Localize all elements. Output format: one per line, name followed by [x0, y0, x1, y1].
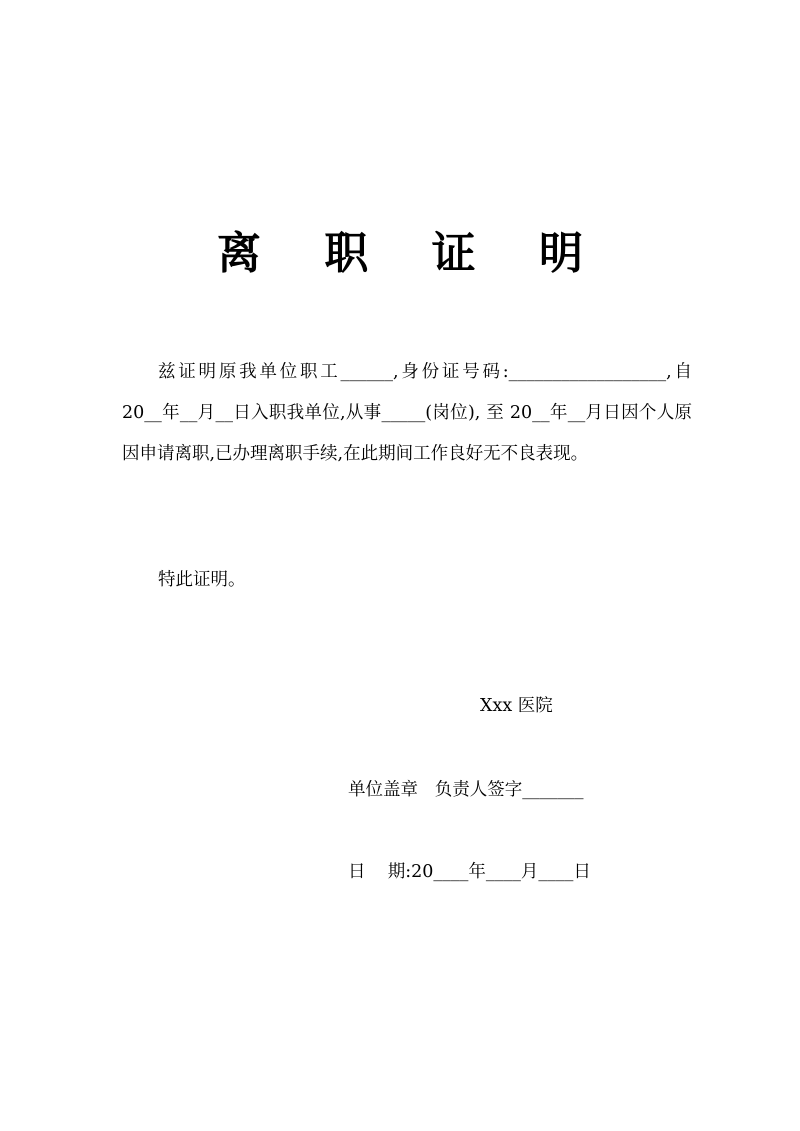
- closing-statement: 特此证明。: [158, 570, 246, 590]
- seal-signature-line: 单位盖章 负责人签字_______: [348, 780, 584, 800]
- document-title: 离 职 证 明: [217, 228, 607, 279]
- certificate-body: 兹证明原我单位职工______,身份证号码:__________________,自 20__年__月__日入职我单位,从事_____(岗位), 至 20__年__月日因个人原因申请离职,已办理离职手续,在此期间工作良好无不良表现。: [122, 362, 692, 464]
- date-line: 日 期:20____年____月____日: [348, 862, 591, 882]
- organization-name: Xxx 医院: [480, 696, 553, 716]
